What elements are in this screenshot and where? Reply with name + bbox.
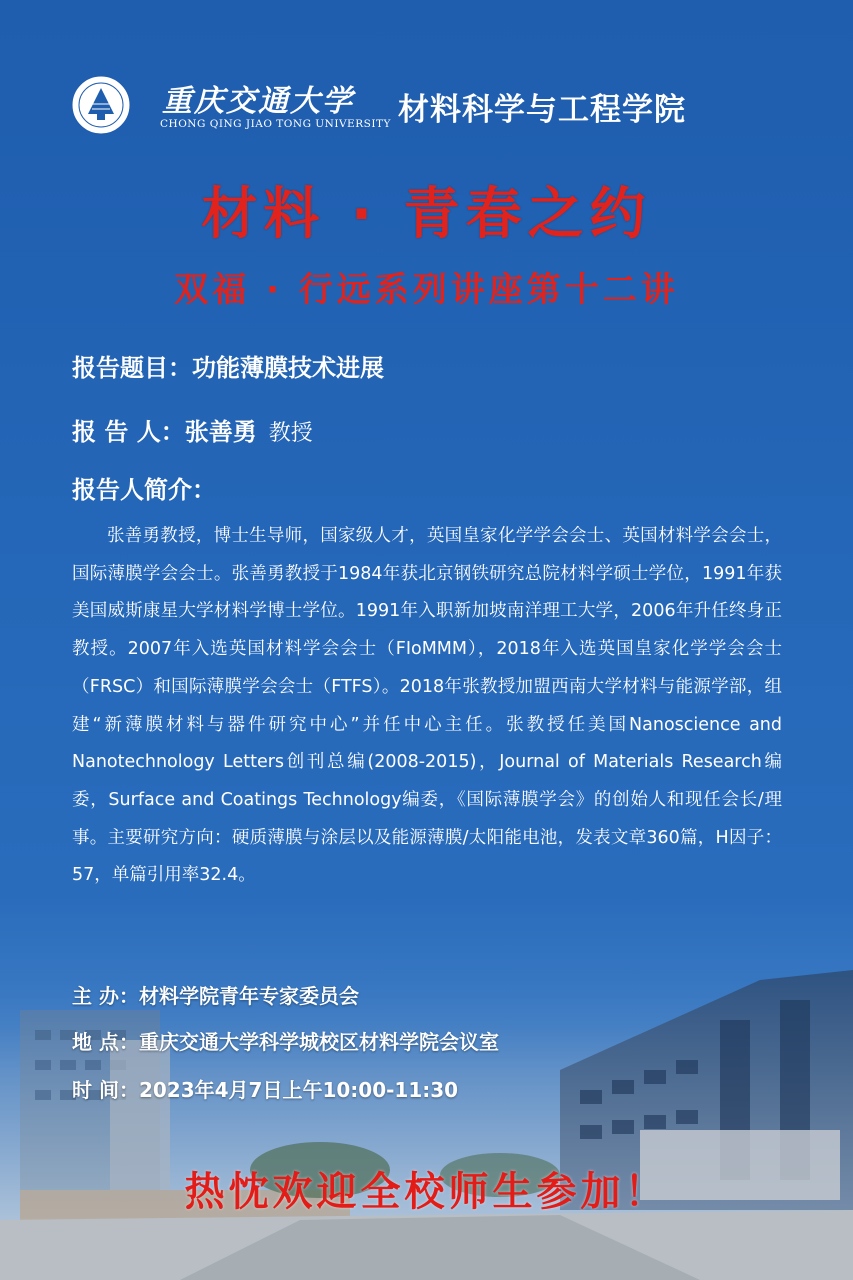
host-label: 主 办： [72,984,139,1008]
speaker-row [72,412,313,447]
speaker-name: 张善勇 [184,418,257,446]
main-title: 材料 · 青春之约 [201,182,652,247]
place-value: 重庆交通大学科学城校区材料学院会议室 [138,1030,499,1054]
intro-label: 报告人简介： [72,476,216,504]
speaker-title: 教授 [268,421,313,446]
topic-row [72,348,384,383]
topic-label: 报告题目： [72,354,192,382]
host-row [72,980,359,1009]
university-name-cn: 重庆交通大学 [162,84,354,119]
university-seal-icon [70,74,132,136]
host-value: 材料学院青年专家委员会 [138,984,359,1008]
time-label: 时 间： [72,1078,139,1102]
welcome-banner: 热忱欢迎全校师生参加！ [184,1169,669,1215]
place-row [72,1026,499,1055]
series-title: 双福 · 行远系列讲座第十二讲 [174,270,679,310]
speaker-bio [72,518,782,895]
place-label: 地 点： [72,1030,139,1054]
time-row [72,1074,458,1103]
speaker-label: 报 告 人： [72,418,185,446]
header [70,70,790,140]
university-name-en: CHONG QING JIAO TONG UNIVERSITY [160,118,391,130]
bio-paragraph: 张善勇教授，博士生导师，国家级人才，英国皇家化学学会会士、英国材料学会会士，国际薄膜学会会士。张善勇教授于1984年获北京钢铁研究总院材料学硕士学位，1991年获美国威斯康星大学材料学博士学位。1991年入职新加坡南洋理工大学，2006年升任终身正教授。2007年入选英国材料学会会士（FIoMMM），2018年入选英国皇家化学学会会士（FRSC）和国际薄膜学会会士（FTFS）。2018年张教授加盟西南大学材料与能源学部，组建“新薄膜材料与器件研究中心”并任中心主任。张教授任美国Nanoscience and Nanotechnology Letters创刊总编(2008-2015)，Journal of Materials Research编委，Surface and Coatings Technology编委，《国际薄膜学会》的创始人和现任会长/理事。主要研究方向：硬质薄膜与涂层以及能源薄膜/太阳能电池，发表文章360篇，H因子：57，单篇引用率32.4。 [72,526,782,886]
college-name: 材料科学与工程学院 [398,92,686,128]
topic-value: 功能薄膜技术进展 [192,354,384,382]
time-value: 2023年4月7日上午10:00-11:30 [138,1078,459,1102]
